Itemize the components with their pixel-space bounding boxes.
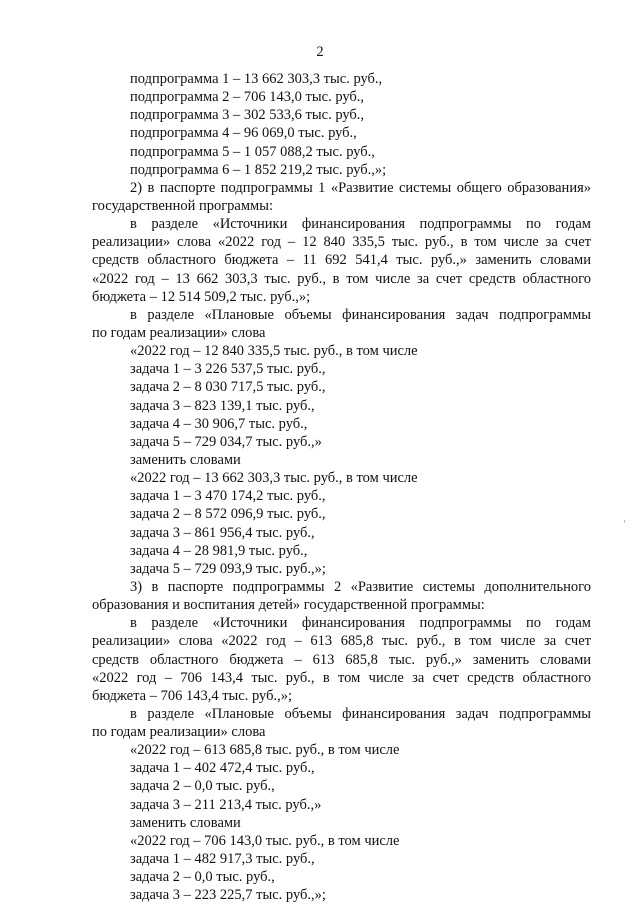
text-line: подпрограмма 4 – 96 069,0 тыс. руб., — [130, 125, 357, 142]
text-line: подпрограмма 6 – 1 852 219,2 тыс. руб.,»; — [130, 161, 387, 178]
text-line: задача 4 – 28 981,9 тыс. руб., — [130, 542, 308, 559]
text-line: подпрограмма 3 – 302 533,6 тыс. руб., — [130, 107, 365, 124]
text-line: в разделе «Плановые объемы финансирования задач подпрограммы — [130, 306, 591, 323]
text-line: в разделе «Плановые объемы финансирования задач подпрограммы — [130, 705, 591, 722]
text-line: 3) в паспорте подпрограммы 2 «Развитие системы дополнительного — [130, 578, 591, 595]
text-line: задача 3 – 861 956,4 тыс. руб., — [130, 524, 315, 541]
document-body — [92, 70, 591, 904]
text-line: образования и воспитания детей» государственной программы: — [92, 597, 485, 614]
text-line: средств областного бюджета – 11 692 541,4 тыс. руб.,» заменить словами — [92, 252, 591, 269]
text-line: «2022 год – 706 143,0 тыс. руб., в том числе — [130, 832, 400, 849]
text-line: задача 1 – 482 917,3 тыс. руб., — [130, 851, 315, 868]
text-line: в разделе «Источники финансирования подпрограммы по годам — [130, 615, 591, 632]
text-line: реализации» слова «2022 год – 12 840 335,5 тыс. руб., в том числе за счет — [92, 234, 591, 251]
text-line: задача 2 – 8 572 096,9 тыс. руб., — [130, 506, 326, 523]
text-line: задача 1 – 3 470 174,2 тыс. руб., — [130, 488, 326, 505]
text-line: по годам реализации» слова — [92, 724, 266, 741]
text-line: «2022 год – 613 685,8 тыс. руб., в том числе — [130, 742, 400, 759]
text-line: реализации» слова «2022 год – 613 685,8 тыс. руб., в том числе за счет — [92, 633, 591, 650]
text-line: по годам реализации» слова — [92, 324, 266, 341]
text-line: «2022 год – 13 662 303,3 тыс. руб., в том числе за счет средств областного — [92, 270, 591, 287]
text-line: задача 1 – 402 472,4 тыс. руб., — [130, 760, 315, 777]
text-line: 2) в паспорте подпрограммы 1 «Развитие системы общего образования» — [130, 179, 591, 196]
text-line: задача 4 – 30 906,7 тыс. руб., — [130, 415, 308, 432]
text-line: «2022 год – 12 840 335,5 тыс. руб., в том числе — [130, 343, 418, 360]
page-number: 2 — [316, 44, 324, 60]
text-line: задача 1 – 3 226 537,5 тыс. руб., — [130, 361, 326, 378]
text-line: «2022 год – 706 143,4 тыс. руб., в том числе за счет средств областного — [92, 669, 591, 686]
text-line: подпрограмма 2 – 706 143,0 тыс. руб., — [130, 89, 365, 106]
text-line: бюджета – 706 143,4 тыс. руб.,»; — [92, 687, 292, 704]
text-line: заменить словами — [130, 814, 241, 831]
text-line: подпрограмма 1 – 13 662 303,3 тыс. руб., — [130, 71, 383, 87]
text-line: задача 2 – 8 030 717,5 тыс. руб., — [130, 379, 326, 396]
text-line: задача 5 – 729 034,7 тыс. руб.,» — [130, 433, 322, 450]
text-line: задача 5 – 729 093,9 тыс. руб.,»; — [130, 560, 326, 577]
text-line: задача 3 – 211 213,4 тыс. руб.,» — [130, 796, 322, 813]
text-line: задача 3 – 223 225,7 тыс. руб.,»; — [130, 887, 326, 904]
text-line: в разделе «Источники финансирования подпрограммы по годам — [130, 216, 591, 233]
scan-artifact — [624, 520, 625, 523]
text-line: бюджета – 12 514 509,2 тыс. руб.,»; — [92, 288, 311, 305]
text-line: средств областного бюджета – 613 685,8 тыс. руб.,» заменить словами — [92, 651, 591, 668]
text-line: задача 2 – 0,0 тыс. руб., — [130, 869, 275, 886]
text-line: задача 2 – 0,0 тыс. руб., — [130, 778, 275, 795]
text-line: «2022 год – 13 662 303,3 тыс. руб., в том числе — [130, 470, 418, 487]
text-line: заменить словами — [130, 451, 241, 468]
text-line: задача 3 – 823 139,1 тыс. руб., — [130, 397, 315, 414]
text-line: подпрограмма 5 – 1 057 088,2 тыс. руб., — [130, 143, 375, 160]
text-line: государственной программы: — [92, 197, 273, 214]
